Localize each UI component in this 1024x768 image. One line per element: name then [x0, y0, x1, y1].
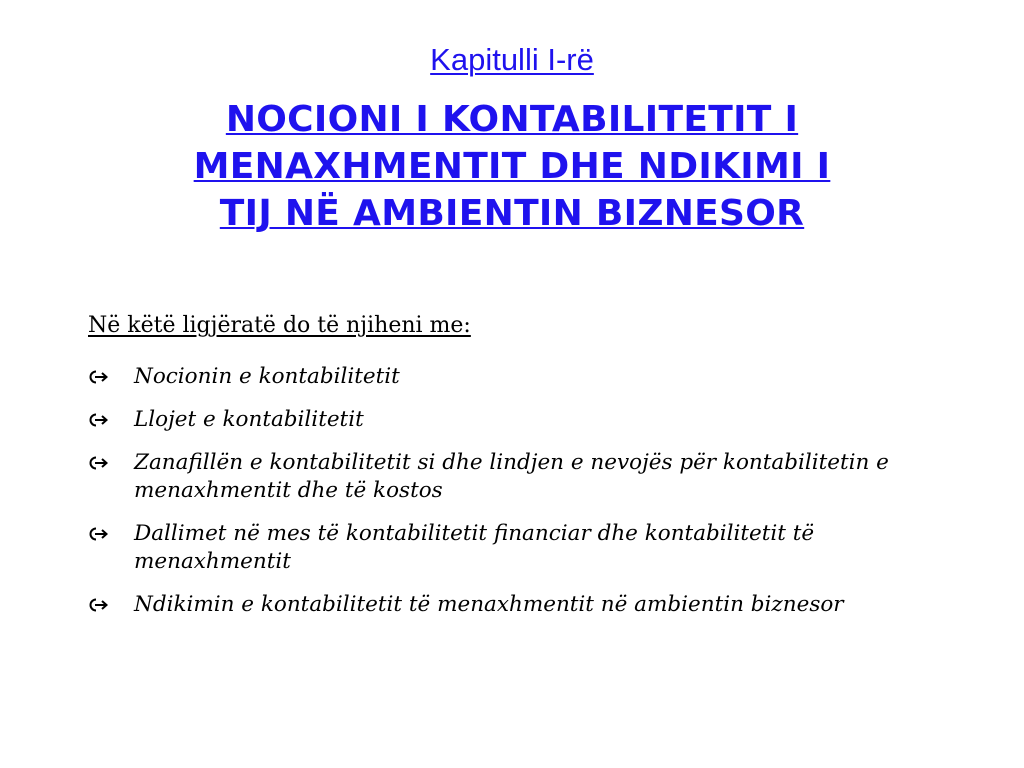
- bullet-text: Nocionin e kontabilitetit: [134, 364, 400, 389]
- slide-title-line-1: NOCIONI I KONTABILITETIT I: [225, 99, 799, 140]
- slide-title: [90, 96, 934, 237]
- list-item: [84, 363, 964, 391]
- arrow-circle-right-icon: [87, 455, 109, 471]
- list-item: [84, 449, 964, 505]
- arrow-circle-right-icon: [87, 597, 109, 613]
- intro-text: Në këtë ligjëratë do të njiheni me:: [88, 313, 471, 338]
- bullet-text: Dallimet në mes të kontabilitetit financiar dhe kontabilitetit të menaxhmentit: [134, 521, 815, 574]
- list-item: [84, 520, 964, 576]
- arrow-circle-right-icon: [87, 369, 109, 385]
- bullet-text: Zanafillën e kontabilitetit si dhe lindjen e nevojës për kontabilitetin e menaxhmentit dhe të kostos: [134, 450, 889, 503]
- bullet-list: [84, 363, 964, 634]
- bullet-text: Llojet e kontabilitetit: [134, 407, 364, 432]
- bullet-text: Ndikimin e kontabilitetit të menaxhmentit në ambientin biznesor: [134, 592, 844, 617]
- slide-title-line-3: TIJ NË AMBIENTIN BIZNESOR: [219, 193, 805, 234]
- slide-title-line-2: MENAXHMENTIT DHE NDIKIMI I: [193, 146, 831, 187]
- list-item: [84, 406, 964, 434]
- chapter-label: Kapitulli I-rë: [430, 42, 594, 77]
- arrow-circle-right-icon: [87, 412, 109, 428]
- list-item: [84, 591, 964, 619]
- arrow-circle-right-icon: [87, 526, 109, 542]
